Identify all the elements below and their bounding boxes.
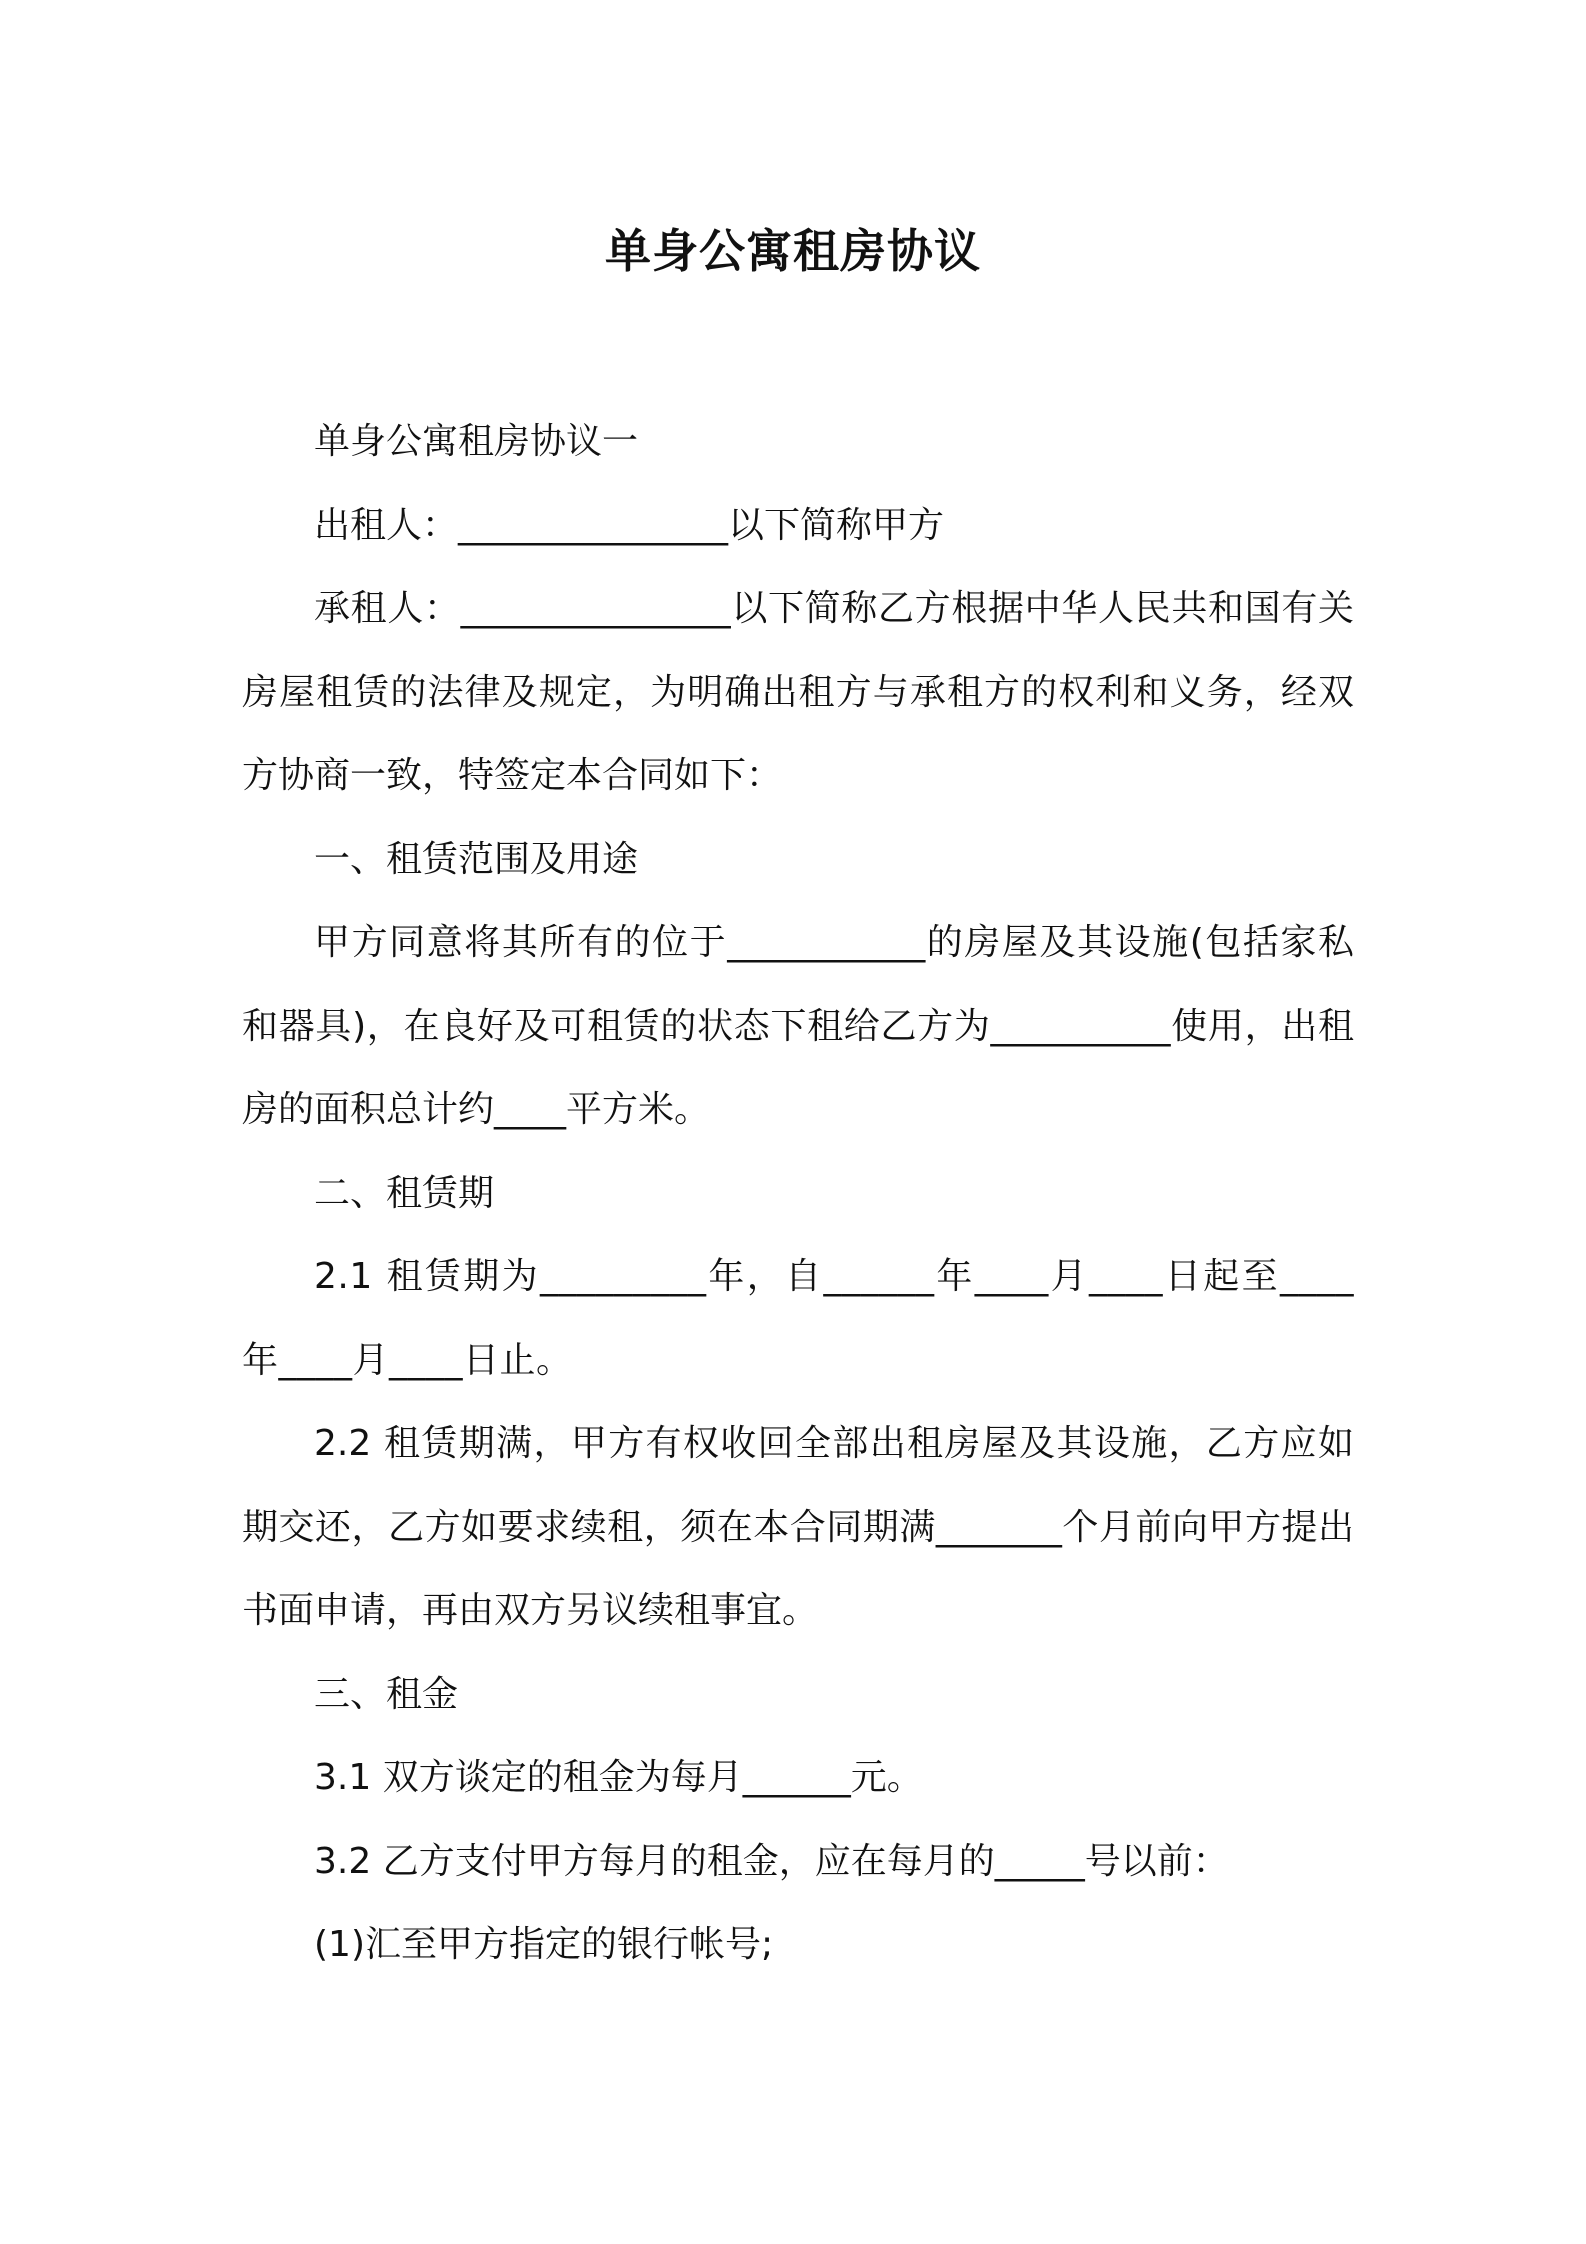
paragraph-lessor: 出租人：_______________以下简称甲方 <box>314 504 945 546</box>
document-title: 单身公寓租房协议 <box>605 224 981 278</box>
paragraph-rent-3-2: 3.2 乙方支付甲方每月的租金，应在每月的_____号以前： <box>314 1840 1229 1882</box>
section-heading-term: 二、租赁期 <box>314 1172 495 1214</box>
paragraph-term-2-1: 2.1 租赁期为_________年，自______年____月____日起至____年____月____日止。 <box>242 1256 1354 1381</box>
section-heading-scope: 一、租赁范围及用途 <box>314 838 639 880</box>
paragraph-scope: 甲方同意将其所有的位于___________的房屋及其设施(包括家私和器具)，在良好及可租赁的状态下租给乙方为__________使用，出租房的面积总计约____平方米。 <box>242 922 1354 1130</box>
paragraph-agreement-heading: 单身公寓租房协议一 <box>314 421 639 462</box>
paragraph-term-2-2: 2.2 租赁期满，甲方有权收回全部出租房屋及其设施，乙方应如期交还，乙方如要求续租，须在本合同期满_______个月前向甲方提出书面申请，再由双方另议续租事宜。 <box>242 1423 1354 1631</box>
paragraph-rent-3-2-1: (1)汇至甲方指定的银行帐号; <box>314 1924 774 1965</box>
paragraph-rent-3-1: 3.1 双方谈定的租金为每月______元。 <box>314 1757 923 1798</box>
paragraph-lessee: 承租人：_______________以下简称乙方根据中华人民共和国有关房屋租赁的法律及规定，为明确出租方与承租方的权利和义务，经双方协商一致，特签定本合同如下： <box>242 588 1354 796</box>
section-heading-rent: 三、租金 <box>314 1673 459 1715</box>
document-body <box>242 400 1354 1987</box>
